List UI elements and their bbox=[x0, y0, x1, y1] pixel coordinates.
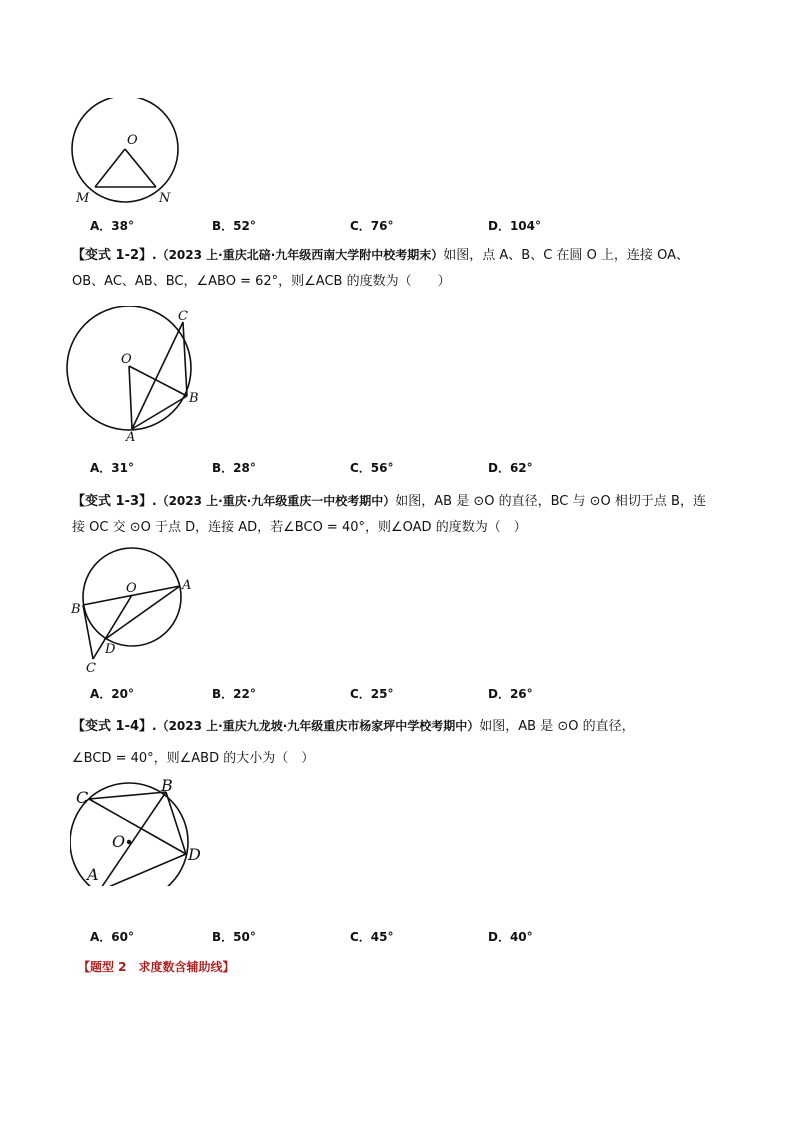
label-d: D bbox=[105, 642, 116, 657]
figure-3-svg bbox=[68, 545, 198, 675]
label-n: N bbox=[159, 191, 171, 206]
q2-option-a[interactable]: A．31° bbox=[90, 461, 134, 475]
q4-source: .（2023 上·重庆九龙坡·九年级重庆市杨家坪中学校考期中） bbox=[152, 719, 480, 733]
q1-option-c[interactable]: C．76° bbox=[350, 219, 394, 233]
figure-1-svg bbox=[66, 98, 186, 208]
label-c: C bbox=[76, 788, 89, 807]
label-a: A bbox=[126, 430, 136, 445]
q3-line-1 bbox=[72, 488, 732, 515]
label-c: C bbox=[86, 661, 96, 675]
q3-option-d[interactable]: D．26° bbox=[488, 687, 533, 701]
q1-option-a[interactable]: A．38° bbox=[90, 219, 134, 233]
label-o: O bbox=[112, 832, 126, 851]
q2-text-2: OB、AC、AB、BC，∠ABO = 62°，则∠ACB 的度数为（ ） bbox=[72, 274, 451, 289]
q2-option-b[interactable]: B．28° bbox=[212, 461, 256, 475]
q2-tag: 【变式 1-2】 bbox=[72, 248, 153, 263]
label-c: C bbox=[178, 309, 188, 324]
label-a: A bbox=[87, 865, 99, 884]
label-o: O bbox=[121, 352, 132, 367]
label-d: D bbox=[188, 845, 201, 864]
q3-text-2: 接 OC 交 ⊙O 于点 D，连接 AD，若∠BCO = 40°，则∠OAD 的度数为（ ） bbox=[72, 520, 527, 535]
q3-option-c[interactable]: C．25° bbox=[350, 687, 394, 701]
label-o: O bbox=[126, 581, 137, 596]
figure-4-labels bbox=[70, 766, 220, 896]
q3-option-a[interactable]: A．20° bbox=[90, 687, 134, 701]
q3-source: .（2023 上·重庆·九年级重庆一中校考期中） bbox=[152, 494, 396, 508]
figure-1-circle-omn bbox=[66, 98, 186, 208]
q4-text-1: 如图，AB 是 ⊙O 的直径， bbox=[479, 719, 635, 734]
figure-2-circle-abc bbox=[66, 306, 206, 446]
figure-3-tangent-circle bbox=[68, 545, 198, 675]
q4-option-d[interactable]: D．40° bbox=[488, 930, 533, 944]
q4-option-b[interactable]: B．50° bbox=[212, 930, 256, 944]
q2-option-c[interactable]: C．56° bbox=[350, 461, 394, 475]
q3-option-b[interactable]: B．22° bbox=[212, 687, 256, 701]
label-m: M bbox=[76, 191, 90, 206]
figure-2-svg bbox=[66, 306, 206, 446]
figure-4-label-svg bbox=[70, 766, 220, 896]
q3-text-1: 如图，AB 是 ⊙O 的直径，BC 与 ⊙O 相切于点 B，连 bbox=[395, 494, 706, 509]
q2-text-1: 如图，点 A、B、C 在圆 O 上，连接 OA、 bbox=[443, 248, 689, 263]
question-1-4 bbox=[72, 713, 732, 772]
q4-text-2: ∠BCD = 40°，则∠ABD 的大小为（ ） bbox=[72, 751, 315, 766]
q1-option-d[interactable]: D．104° bbox=[488, 219, 542, 233]
label-b: B bbox=[71, 602, 81, 617]
section-heading: 【题型 2 求度数含辅助线】 bbox=[78, 960, 235, 974]
q4-option-a[interactable]: A．60° bbox=[90, 930, 134, 944]
label-b: B bbox=[189, 391, 199, 406]
q1-option-b[interactable]: B．52° bbox=[212, 219, 256, 233]
q4-line-1 bbox=[72, 713, 732, 740]
question-1-2 bbox=[72, 242, 732, 295]
question-1-3 bbox=[72, 488, 732, 541]
q2-source: .（2023 上·重庆北碚·九年级西南大学附中校考期末） bbox=[152, 248, 444, 262]
q3-tag: 【变式 1-3】 bbox=[72, 494, 153, 509]
q2-option-d[interactable]: D．62° bbox=[488, 461, 533, 475]
label-o: O bbox=[127, 133, 138, 148]
label-a: A bbox=[182, 578, 192, 593]
q2-line-1 bbox=[72, 242, 732, 269]
q4-tag: 【变式 1-4】 bbox=[72, 719, 153, 734]
label-b: B bbox=[161, 776, 173, 795]
q4-option-c[interactable]: C．45° bbox=[350, 930, 394, 944]
